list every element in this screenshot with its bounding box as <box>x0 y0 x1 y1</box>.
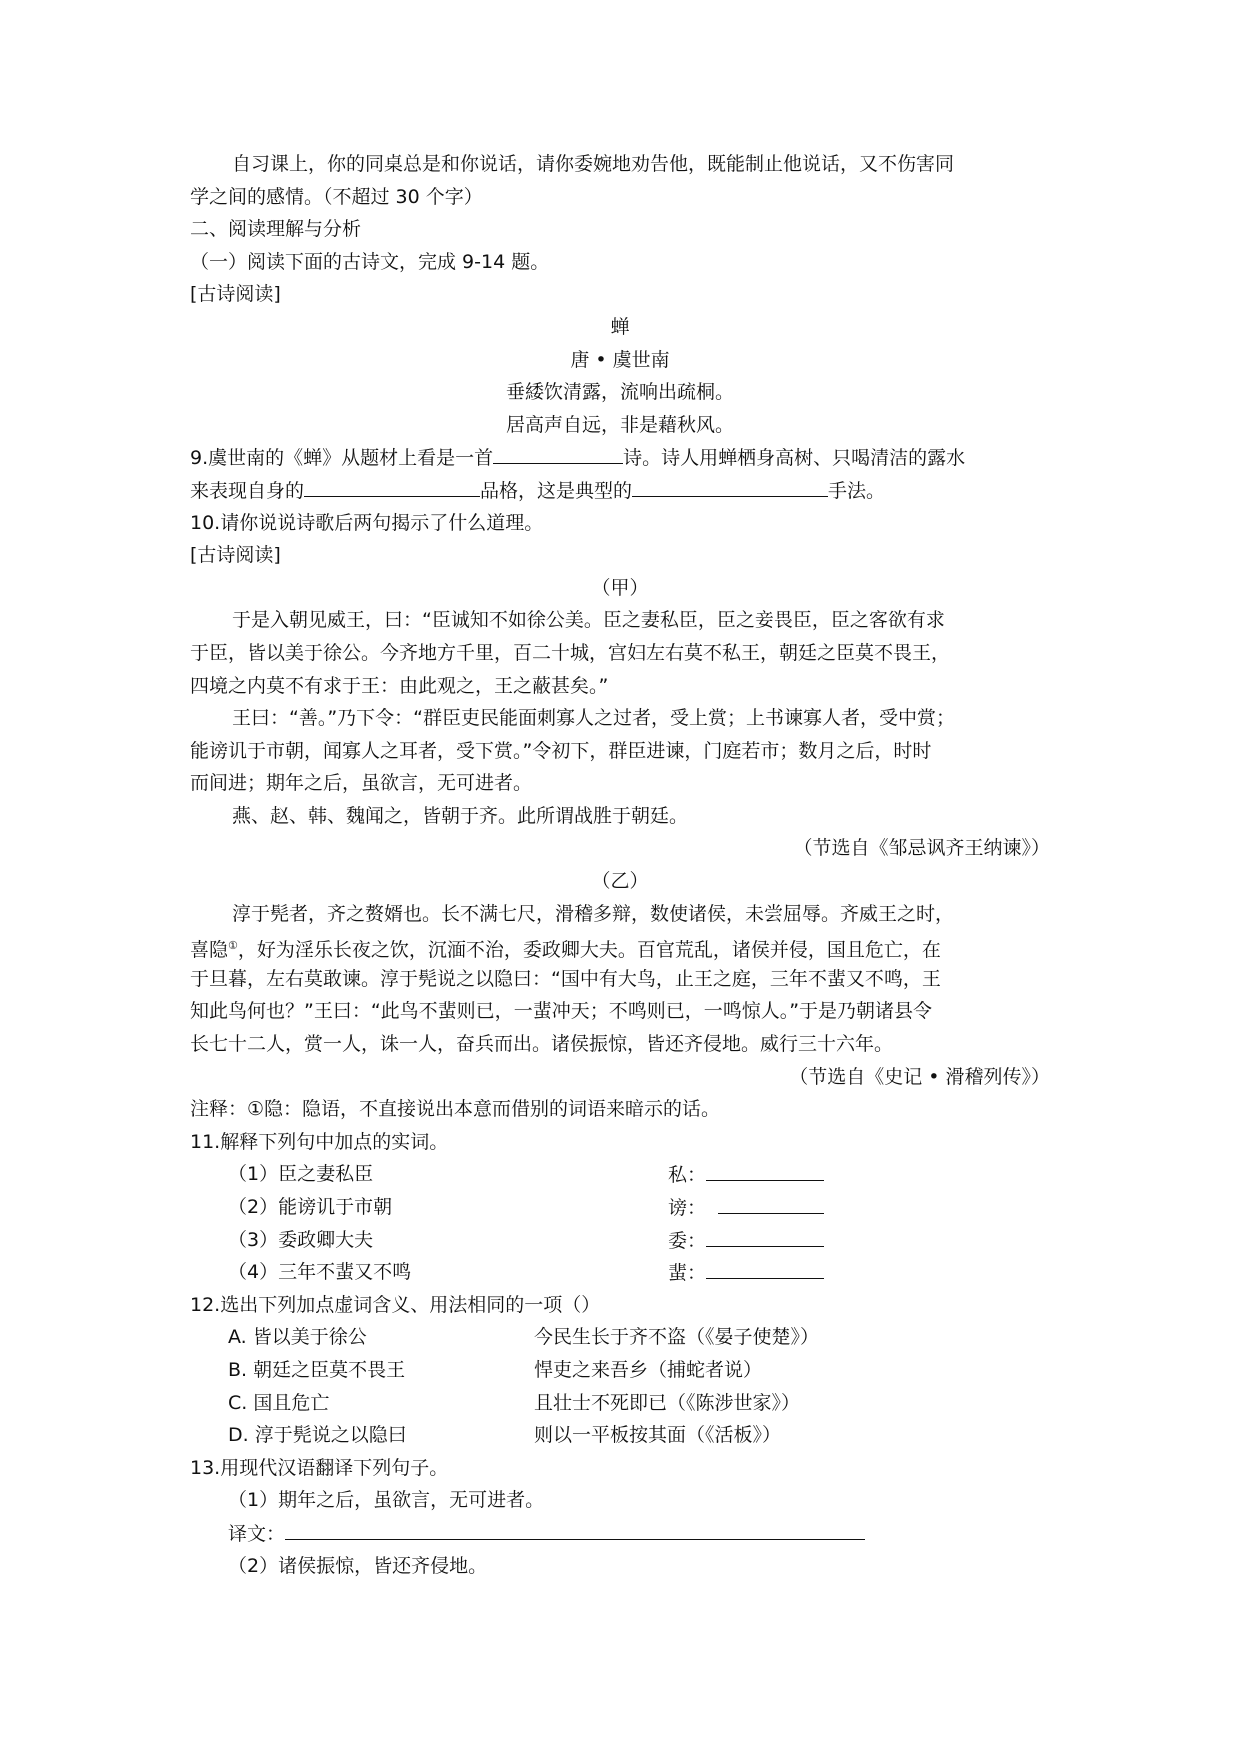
passage-line: 淳于髡者，齐之赘婿也。长不满七尺，滑稽多辩，数使诸侯，未尝屈辱。齐威王之时， <box>232 902 955 925</box>
q9-text: 诗。诗人用蝉栖身高树、只喝清洁的露水 <box>623 447 966 470</box>
document-page <box>190 148 1050 1582</box>
passage-label-jia: （甲） <box>591 576 649 599</box>
poem-title: 蝉 <box>610 315 630 338</box>
answer-blank[interactable] <box>706 1224 824 1247</box>
q11-word: 私： <box>668 1164 707 1187</box>
passage-line: 知此鸟何也？”王曰：“此鸟不蜚则已，一蜚冲天；不鸣则已，一鸣惊人。”于是乃朝诸县令 <box>190 1000 933 1023</box>
q12-option[interactable] <box>190 1387 1050 1420</box>
q11-item <box>190 1256 1050 1289</box>
option-left: C. 国且危亡 <box>228 1391 330 1414</box>
passage-line: 于是入朝见威王，曰：“臣诚知不如徐公美。臣之妻私臣，臣之妾畏臣，臣之客欲有求 <box>232 609 945 632</box>
passage-line: 四境之内莫不有求于王：由此观之，王之蔽甚矣。” <box>190 674 609 697</box>
question-9 <box>190 441 1050 474</box>
q11-sentence: （2）能谤讥于市朝 <box>228 1196 393 1218</box>
q12-option[interactable] <box>190 1321 1050 1354</box>
text-tag: [古诗阅读] <box>190 544 281 567</box>
option-right: 今民生长于齐不盗（《晏子使楚》） <box>534 1326 820 1349</box>
translation-label: 译文： <box>228 1522 286 1545</box>
question-13: 13.用现代汉语翻译下列句子。 <box>190 1456 449 1479</box>
question-12: 12.选出下列加点虚词含义、用法相同的一项（） <box>190 1293 601 1316</box>
q9-text: 品格，这是典型的 <box>480 479 633 502</box>
footnote: 注释：①隐：隐语，不直接说出本意而借别的词语来暗示的话。 <box>190 1098 721 1121</box>
poem-tag: [古诗阅读] <box>190 283 281 306</box>
poem-line: 垂緌饮清露，流响出疏桐。 <box>505 381 734 404</box>
intro-line: 学之间的感情。（不超过 30 个字） <box>190 185 483 208</box>
option-left: A. 皆以美于徐公 <box>228 1326 367 1349</box>
passage-line <box>190 930 1050 963</box>
passage-line: 王曰：“善。”乃下令：“群臣吏民能面刺寡人之过者，受上赏；上书谏寡人者，受中赏； <box>232 707 956 730</box>
answer-blank[interactable] <box>304 474 480 497</box>
passage-line: 燕、赵、韩、魏闻之，皆朝于齐。此所谓战胜于朝廷。 <box>232 804 689 827</box>
q9-text: 9.虞世南的《蝉》从题材上看是一首 <box>190 447 494 470</box>
option-left: B. 朝廷之臣莫不畏王 <box>228 1358 406 1381</box>
passage-label-yi: （乙） <box>591 870 649 893</box>
answer-blank[interactable] <box>493 441 623 464</box>
q12-option[interactable] <box>190 1419 1050 1452</box>
q11-sentence: （3）委政卿大夫 <box>228 1228 374 1251</box>
passage-line: 而间进；期年之后，虽欲言，无可进者。 <box>190 772 533 795</box>
passage-line: 长七十二人，赏一人，诛一人，奋兵而出。诸侯振惊，皆还齐侵地。威行三十六年。 <box>190 1033 894 1056</box>
passage-source: （节选自《邹忌讽齐王纳谏》） <box>793 837 1050 860</box>
answer-blank[interactable] <box>632 474 828 497</box>
option-right: 且壮士不死即已（《陈涉世家》） <box>534 1391 801 1414</box>
q13-item: （1）期年之后，虽欲言，无可进者。 <box>228 1489 545 1512</box>
option-right: 悍吏之来吾乡（捕蛇者说） <box>534 1358 763 1381</box>
passage-line: 于旦暮，左右莫敢谏。淳于髡说之以隐曰：“国中有大鸟，止王之庭，三年不蜚又不鸣，王 <box>190 967 941 990</box>
question-11: 11.解释下列句中加点的实词。 <box>190 1130 449 1153</box>
q13-translation <box>190 1517 1050 1550</box>
footnote-marker: ① <box>228 939 238 953</box>
passage-source: （节选自《史记 • 滑稽列传》） <box>789 1065 1050 1088</box>
option-right: 则以一平板按其面（《活板》） <box>534 1424 782 1447</box>
answer-blank[interactable] <box>706 1256 824 1279</box>
q11-word: 谤： <box>668 1197 707 1219</box>
q12-option[interactable] <box>190 1354 1050 1387</box>
section-title: 二、阅读理解与分析 <box>190 218 362 241</box>
answer-blank[interactable] <box>706 1158 824 1181</box>
q11-sentence: （1）臣之妻私臣 <box>228 1163 374 1186</box>
passage-text: 喜隐 <box>190 939 229 962</box>
q11-item <box>190 1191 1050 1224</box>
q9-text: 手法。 <box>828 479 886 502</box>
q11-word: 蜚： <box>668 1262 707 1285</box>
answer-blank[interactable] <box>718 1191 824 1214</box>
q11-word: 委： <box>668 1229 707 1252</box>
passage-text: ，好为淫乐长夜之饮，沉湎不治，委政卿大夫。百官荒乱，诸侯并侵，国且危亡，在 <box>237 939 941 962</box>
passage-line: 于臣，皆以美于徐公。今齐地方千里，百二十城，宫妇左右莫不私王，朝廷之臣莫不畏王， <box>190 641 951 664</box>
part-instruction: （一）阅读下面的古诗文，完成 9-14 题。 <box>190 250 550 273</box>
q11-sentence: （4）三年不蜚又不鸣 <box>228 1261 412 1284</box>
passage-line: 能谤讥于市朝，闻寡人之耳者，受下赏。”令初下，群臣进谏，门庭若市；数月之后，时时 <box>190 739 932 762</box>
intro-line: 自习课上，你的同桌总是和你说话，请你委婉地劝告他，既能制止他说话，又不伤害同 <box>232 153 955 175</box>
question-9-cont <box>190 474 1050 507</box>
question-10: 10.请你说说诗歌后两句揭示了什么道理。 <box>190 511 544 534</box>
poem-line: 居高声自远，非是藉秋风。 <box>505 413 734 436</box>
option-left: D. 淳于髡说之以隐曰 <box>228 1424 407 1447</box>
q13-item: （2）诸侯振惊，皆还齐侵地。 <box>228 1554 488 1577</box>
q9-text: 来表现自身的 <box>190 479 305 502</box>
q11-item <box>190 1158 1050 1191</box>
poem-author: 唐 • 虞世南 <box>570 348 670 371</box>
answer-blank[interactable] <box>285 1517 865 1540</box>
q11-item <box>190 1224 1050 1257</box>
